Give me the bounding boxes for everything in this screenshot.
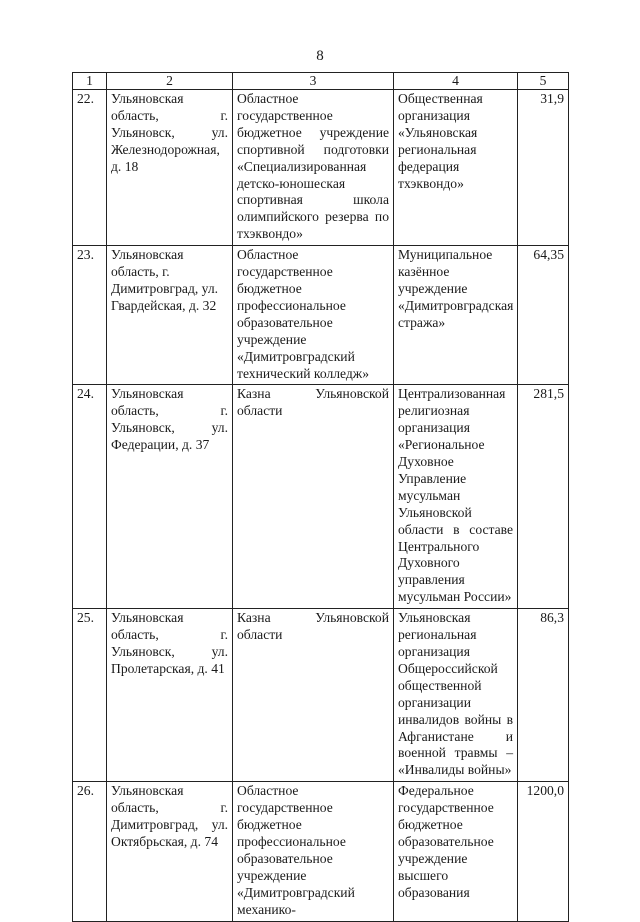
row-user: Ульяновская региональная организация Общероссийской общественной организации инвалидов войны в Афганистане и военной травмы – «Инвалиды войны» xyxy=(394,609,518,782)
row-holder: Областное государственное бюджетное учреждение спортивной подготовки «Специализированная детско-юношеская спортивная школа олимпийского резерва по тхэквондо» xyxy=(233,90,394,246)
table-row xyxy=(73,609,569,782)
row-area: 281,5 xyxy=(518,385,569,609)
row-address: Ульяновская область, г. Ульяновск, ул. Железнодорожная, д. 18 xyxy=(107,90,233,246)
row-number: 22. xyxy=(73,90,107,246)
row-number: 23. xyxy=(73,246,107,385)
row-user: Муниципальное казённое учреждение «Димитровградская стража» xyxy=(394,246,518,385)
header-col-4: 4 xyxy=(394,73,518,90)
row-address: Ульяновская область, г. Димитровград, ул. Гвардейская, д. 32 xyxy=(107,246,233,385)
page-number: 8 xyxy=(316,48,324,64)
table-row xyxy=(73,90,569,246)
table-row xyxy=(73,782,569,921)
row-address: Ульяновская область, г. Ульяновск, ул. Пролетарская, д. 41 xyxy=(107,609,233,782)
row-number: 24. xyxy=(73,385,107,609)
row-area: 31,9 xyxy=(518,90,569,246)
row-address: Ульяновская область, г. Ульяновск, ул. Федерации, д. 37 xyxy=(107,385,233,609)
row-address: Ульяновская область, г. Димитровград, ул. Октябрьская, д. 74 xyxy=(107,782,233,921)
row-number: 25. xyxy=(73,609,107,782)
header-col-3: 3 xyxy=(233,73,394,90)
row-area: 86,3 xyxy=(518,609,569,782)
header-col-1: 1 xyxy=(73,73,107,90)
row-holder: Казна Ульяновской области xyxy=(233,385,394,609)
row-number: 26. xyxy=(73,782,107,921)
table-row xyxy=(73,385,569,609)
header-col-5: 5 xyxy=(518,73,569,90)
row-holder: Казна Ульяновской области xyxy=(233,609,394,782)
table-header-row xyxy=(73,73,569,90)
row-user: Централизованная религиозная организация «Региональное Духовное Управление мусульман Ульяновской области в составе Центрального Духовного управления мусульман России» xyxy=(394,385,518,609)
property-table xyxy=(72,72,569,922)
row-holder: Областное государственное бюджетное профессиональное образовательное учреждение «Димитровградский технический колледж» xyxy=(233,246,394,385)
table-row xyxy=(73,246,569,385)
row-user: Федеральное государственное бюджетное образовательное учреждение высшего образования xyxy=(394,782,518,921)
header-col-2: 2 xyxy=(107,73,233,90)
row-user: Общественная организация «Ульяновская региональная федерация тхэквондо» xyxy=(394,90,518,246)
row-area: 64,35 xyxy=(518,246,569,385)
row-area: 1200,0 xyxy=(518,782,569,921)
row-holder: Областное государственное бюджетное профессиональное образовательное учреждение «Димитровградский механико- xyxy=(233,782,394,921)
